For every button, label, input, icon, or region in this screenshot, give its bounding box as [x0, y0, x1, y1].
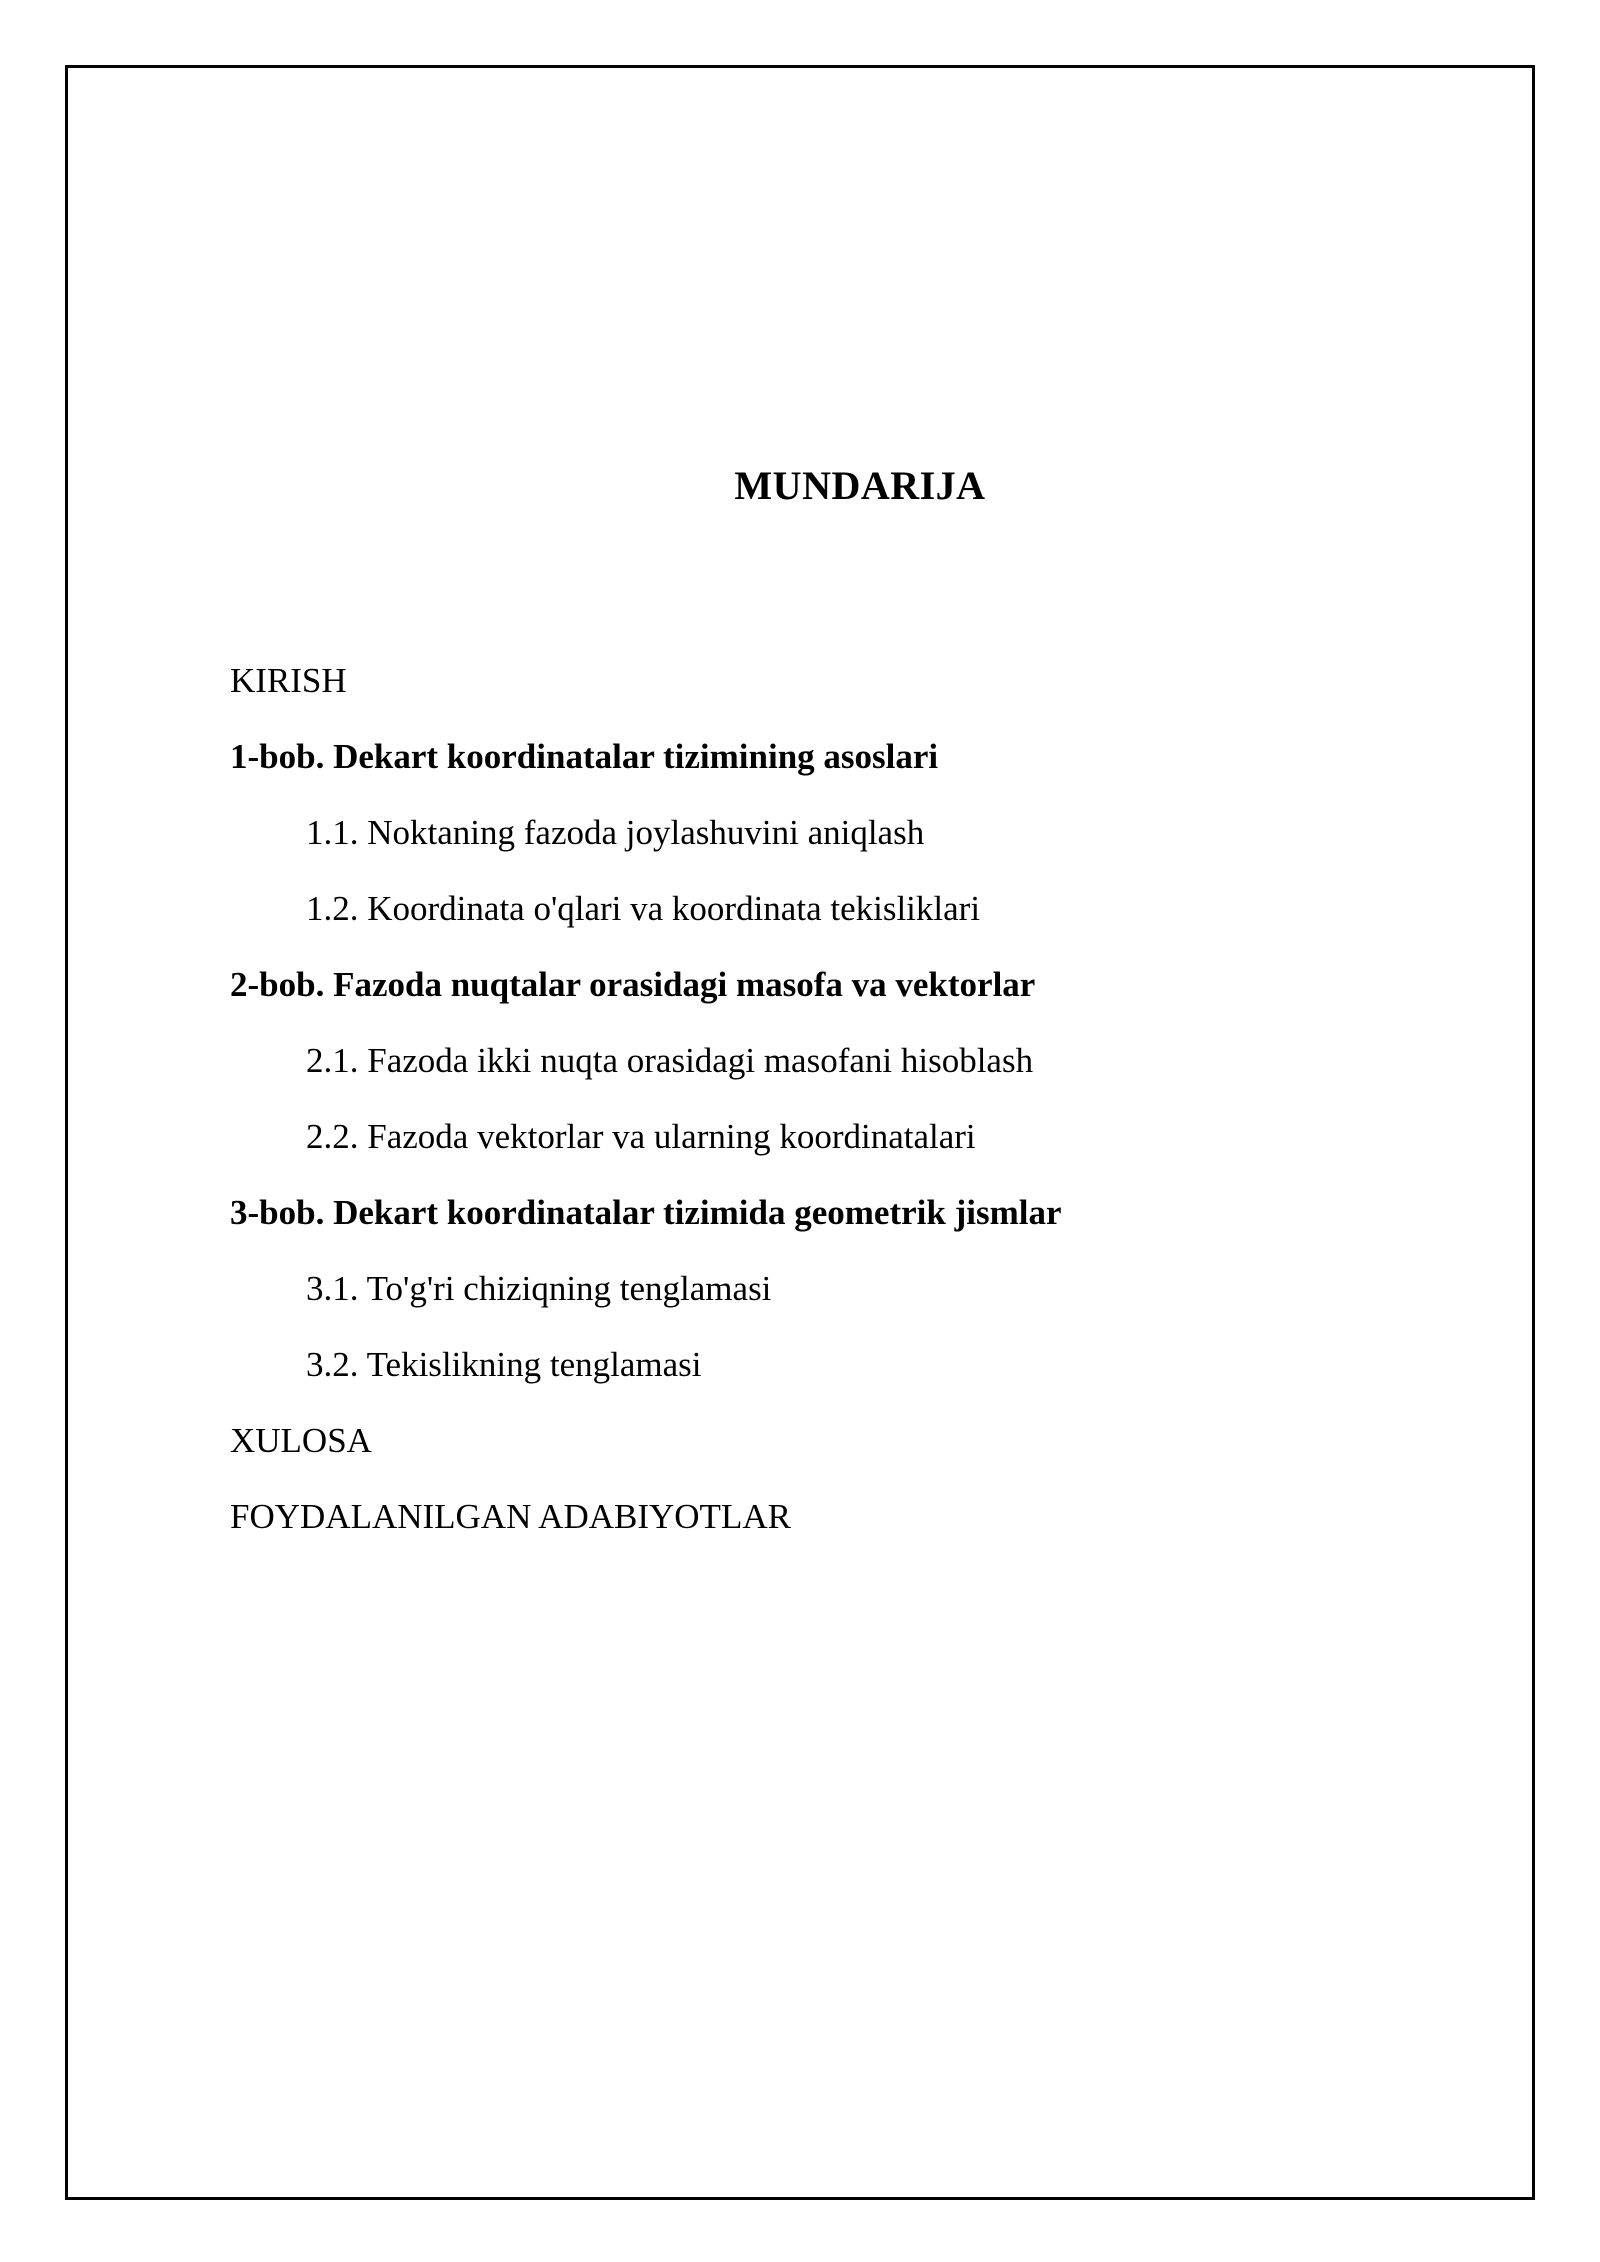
- toc-entry-introduction: KIRISH: [230, 661, 347, 700]
- toc-section-2-1: 2.1. Fazoda ikki nuqta orasidagi masofani hisoblash: [306, 1041, 1034, 1080]
- toc-entry-references: FOYDALANILGAN ADABIYOTLAR: [230, 1497, 791, 1536]
- toc-chapter-2: 2-bob. Fazoda nuqtalar orasidagi masofa va vektorlar: [230, 965, 1036, 1004]
- toc-section-1-2: 1.2. Koordinata o'qlari va koordinata tekisliklari: [306, 889, 981, 928]
- toc-section-1-1: 1.1. Noktaning fazoda joylashuvini aniqlash: [306, 813, 925, 852]
- toc-section-2-2: 2.2. Fazoda vektorlar va ularning koordinatalari: [306, 1117, 976, 1156]
- toc-section-3-1: 3.1. To'g'ri chiziqning tenglamasi: [306, 1269, 772, 1308]
- table-of-contents: [230, 643, 1062, 1555]
- page-title: MUNDARIJA: [734, 463, 986, 508]
- toc-section-3-2: 3.2. Tekislikning tenglamasi: [306, 1345, 702, 1384]
- toc-entry-conclusion: XULOSA: [230, 1421, 372, 1460]
- toc-chapter-3: 3-bob. Dekart koordinatalar tizimida geometrik jismlar: [230, 1193, 1062, 1232]
- toc-chapter-1: 1-bob. Dekart koordinatalar tizimining asoslari: [230, 737, 939, 776]
